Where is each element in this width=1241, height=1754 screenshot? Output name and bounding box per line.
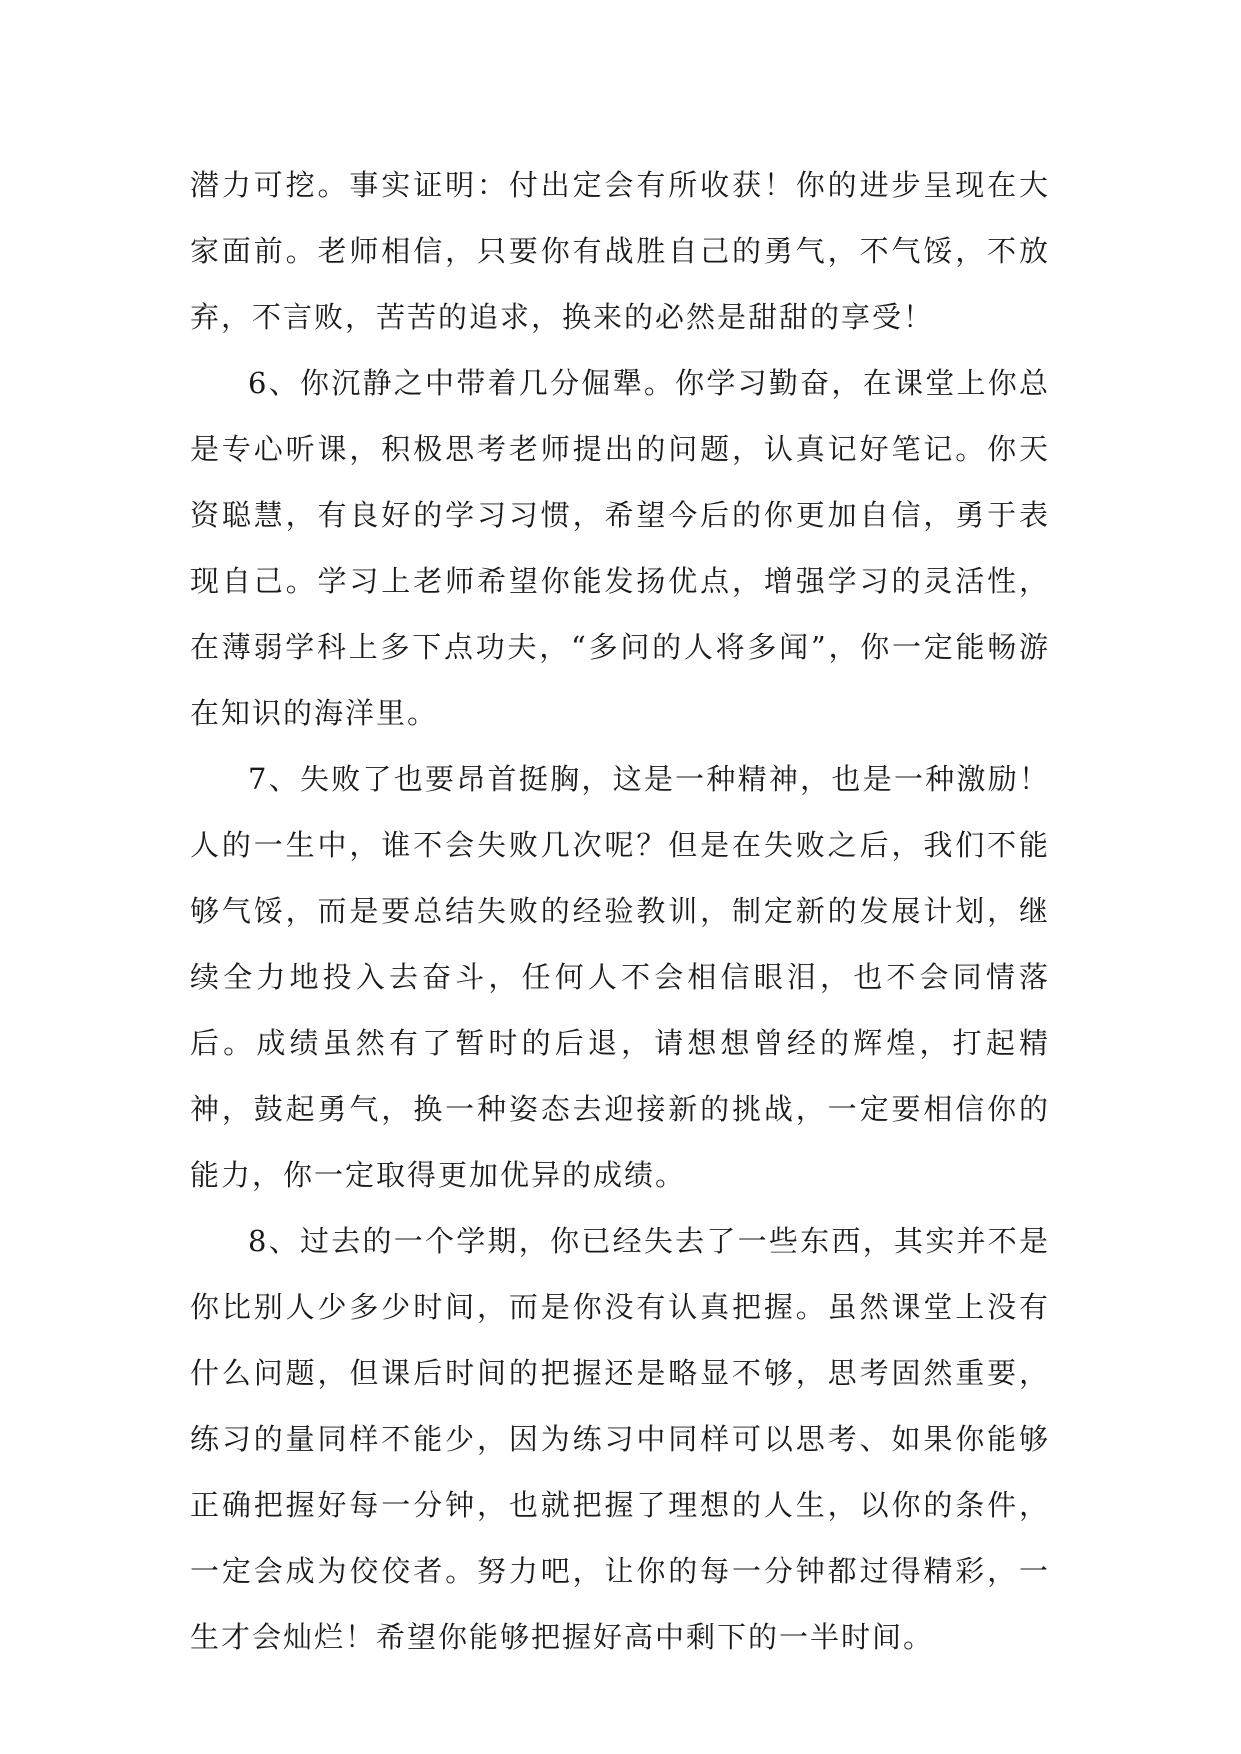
document-page	[190, 152, 1050, 1670]
paragraph-comment-6: 6、你沉静之中带着几分倔犟。你学习勤奋，在课堂上你总是专心听课，积极思考老师提出的问题，认真记好笔记。你天资聪慧，有良好的学习习惯，希望今后的你更加自信，勇于表现自己。学习上老师希望你能发扬优点，增强学习的灵活性，在薄弱学科上多下点功夫，“多问的人将多闻”，你一定能畅游在知识的海洋里。	[190, 366, 1050, 730]
paragraph-comment-8: 8、过去的一个学期，你已经失去了一些东西，其实并不是你比别人少多少时间，而是你没有认真把握。虽然课堂上没有什么问题，但课后时间的把握还是略显不够，思考固然重要，练习的量同样不能少，因为练习中同样可以思考、如果你能够正确把握好每一分钟，也就把握了理想的人生，以你的条件，一定会成为佼佼者。努力吧，让你的每一分钟都过得精彩，一生才会灿烂！希望你能够把握好高中剩下的一半时间。	[190, 1224, 1050, 1654]
paragraph-comment-7: 7、失败了也要昂首挺胸，这是一种精神，也是一种激励！人的一生中，谁不会失败几次呢？但是在失败之后，我们不能够气馁，而是要总结失败的经验教训，制定新的发展计划，继续全力地投入去奋斗，任何人不会相信眼泪，也不会同情落后。成绩虽然有了暂时的后退，请想想曾经的辉煌，打起精神，鼓起勇气，换一种姿态去迎接新的挑战，一定要相信你的能力，你一定取得更加优异的成绩。	[190, 762, 1050, 1192]
paragraph-continuation: 潜力可挖。事实证明：付出定会有所收获！你的进步呈现在大家面前。老师相信，只要你有战胜自己的勇气，不气馁，不放弃，不言败，苦苦的追求，换来的必然是甜甜的享受！	[190, 168, 1050, 334]
